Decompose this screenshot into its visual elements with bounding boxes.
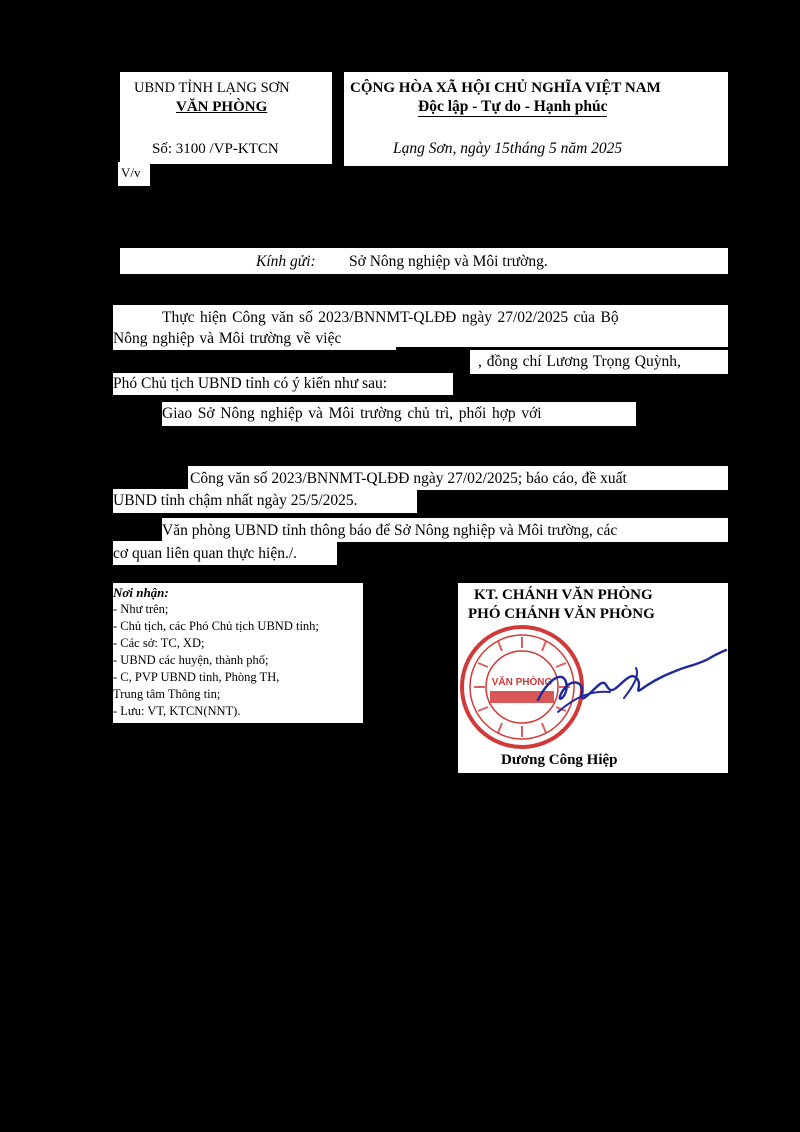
body-p2-line1: Giao Sở Nông nghiệp và Môi trường chủ trì, phối hợp với <box>162 405 542 422</box>
org-name: UBND TỈNH LẠNG SƠN <box>134 80 290 96</box>
subject-prefix: V/v <box>121 165 141 180</box>
recipients-item: - Các sở: TC, XD; <box>113 636 205 650</box>
body-p1-line4: Phó Chủ tịch UBND tỉnh có ý kiến như sau: <box>113 375 388 392</box>
body-p2-line3: Công văn số 2023/BNNMT-QLĐĐ ngày 27/02/2025; báo cáo, đề xuất <box>190 470 627 487</box>
place-date: Lạng Sơn, ngày 15tháng 5 năm 2025 <box>393 140 623 157</box>
recipients-title: Nơi nhận: <box>113 585 169 600</box>
recipients-item: - Lưu: VT, KTCN(NNT). <box>113 704 241 718</box>
body-p3-line2: cơ quan liên quan thực hiện./. <box>113 545 298 562</box>
handwritten-signature-icon <box>528 640 728 722</box>
recipient-name: Sở Nông nghiệp và Môi trường. <box>349 253 548 270</box>
nation-title: CỘNG HÒA XÃ HỘI CHỦ NGHĨA VIỆT NAM <box>350 80 661 96</box>
body-p2-line4: UBND tỉnh chậm nhất ngày 25/5/2025. <box>113 492 358 509</box>
recipients-item: - Như trên; <box>113 602 169 616</box>
signature-title-2: PHÓ CHÁNH VĂN PHÒNG <box>468 606 655 622</box>
recipients-item: Trung tâm Thông tin; <box>113 687 221 701</box>
seal-label: VĂN PHÒNG <box>491 677 553 688</box>
body-p1-line3: , đồng chí Lương Trọng Quỳnh, <box>478 353 681 370</box>
body-p1-line2: Nông nghiệp và Môi trường về việc <box>113 330 342 347</box>
signature-title-1: KT. CHÁNH VĂN PHÒNG <box>474 587 653 603</box>
recipient-label: Kính gửi: <box>256 253 316 270</box>
nation-motto: Độc lập - Tự do - Hạnh phúc <box>418 98 608 115</box>
document-number: Số: 3100 /VP-KTCN <box>152 141 279 157</box>
recipients-item: - UBND các huyện, thành phố; <box>113 653 269 667</box>
org-department: VĂN PHÒNG <box>176 99 268 115</box>
recipients-item: - Chủ tịch, các Phó Chủ tịch UBND tỉnh; <box>113 619 319 633</box>
body-p1-line1: Thực hiện Công văn số 2023/BNNMT-QLĐĐ ngày 27/02/2025 của Bộ <box>162 309 619 326</box>
signer-name: Dương Công Hiệp <box>501 752 618 768</box>
recipients-item: - C, PVP UBND tỉnh, Phòng TH, <box>113 670 280 684</box>
body-p3-line1: Văn phòng UBND tỉnh thông báo để Sở Nông nghiệp và Môi trường, các <box>162 522 618 539</box>
